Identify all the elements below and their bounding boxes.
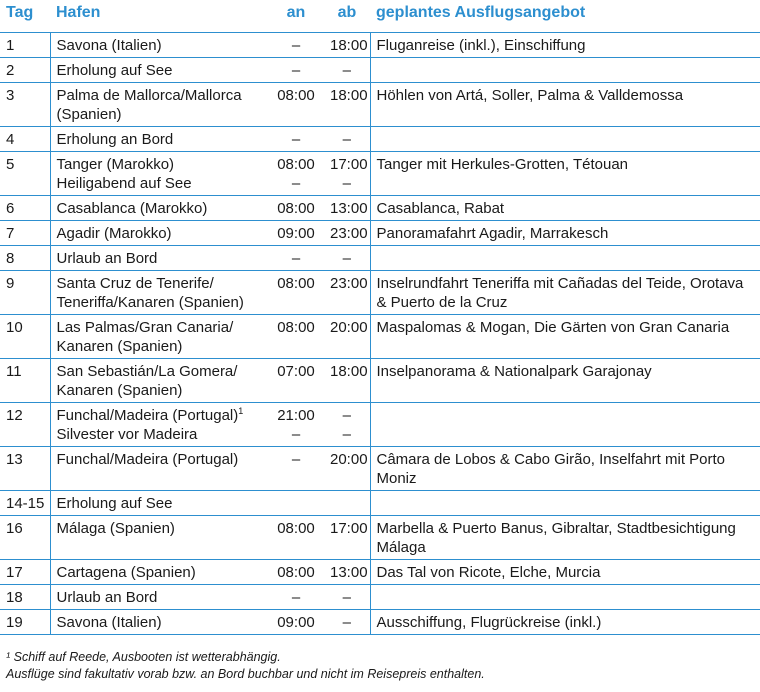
cell-ab xyxy=(324,559,370,584)
cell-ab xyxy=(324,32,370,57)
cell-ab xyxy=(324,57,370,82)
cell-ausflug: Fluganreise (inkl.), Einschiffung xyxy=(370,32,760,57)
table-row xyxy=(0,515,760,559)
cell-hafen xyxy=(50,559,268,584)
table-row xyxy=(0,609,760,634)
cell-ab-line xyxy=(330,588,364,607)
cell-an xyxy=(268,195,324,220)
cell-ab xyxy=(324,151,370,195)
cell-ab-text: 23:00 xyxy=(330,224,368,242)
cell-hafen xyxy=(50,220,268,245)
cell-hafen-line xyxy=(57,274,263,293)
cell-an-text: 08:00 xyxy=(277,86,315,104)
table-row xyxy=(0,584,760,609)
cell-hafen xyxy=(50,151,268,195)
cell-an-line xyxy=(274,130,318,149)
cell-an-text: – xyxy=(291,130,301,148)
cell-hafen-line xyxy=(57,61,263,80)
cell-an xyxy=(268,609,324,634)
cell-hafen xyxy=(50,446,268,490)
cell-an-line xyxy=(274,588,318,607)
cell-ausflug: Das Tal von Ricote, Elche, Murcia xyxy=(370,559,760,584)
cell-hafen-text: Cartagena (Spanien) xyxy=(56,563,196,581)
cell-ab-line xyxy=(330,274,368,293)
cell-hafen-line xyxy=(57,318,263,337)
cell-hafen xyxy=(50,314,268,358)
cell-an xyxy=(268,584,324,609)
table-row xyxy=(0,32,760,57)
cell-an-text: – xyxy=(291,588,301,606)
cell-ab-text: 20:00 xyxy=(330,318,368,336)
cell-ab xyxy=(324,314,370,358)
cell-an xyxy=(268,515,324,559)
cell-tag: 19 xyxy=(6,613,23,631)
cell-tag: 9 xyxy=(6,274,15,292)
cell-ab-text: – xyxy=(342,613,351,631)
cell-hafen-text: Erholung an Bord xyxy=(56,130,174,148)
cell-tag: 6 xyxy=(6,199,15,217)
cell-tag: 10 xyxy=(6,318,23,336)
cell-an-line xyxy=(274,362,318,381)
cell-an-text: 08:00 xyxy=(277,318,315,336)
cell-ab-line xyxy=(330,318,368,337)
cell-hafen-line xyxy=(57,613,263,632)
cell-ab xyxy=(324,195,370,220)
cell-ausflug: Maspalomas & Mogan, Die Gärten von Gran Canaria xyxy=(370,314,760,358)
cell-hafen-text: Savona (Italien) xyxy=(56,613,162,631)
cell-hafen-text: Erholung auf See xyxy=(56,494,173,512)
cell-an-line xyxy=(274,450,318,469)
cell-an-line xyxy=(274,318,318,337)
cell-hafen-text: Las Palmas/Gran Canaria/ xyxy=(56,318,234,336)
header-tag: Tag xyxy=(6,4,34,21)
cell-an xyxy=(268,490,324,515)
table-row xyxy=(0,151,760,195)
cell-ab-line xyxy=(330,406,364,425)
cell-ab-text: 13:00 xyxy=(330,199,368,217)
cell-an xyxy=(268,446,324,490)
cell-an-text: 21:00 xyxy=(277,406,315,424)
cell-an xyxy=(268,32,324,57)
table-row xyxy=(0,402,760,446)
footnote-1: ¹ Schiff auf Reede, Ausbooten ist wetterabhängig. xyxy=(6,650,281,664)
cell-an-text: – xyxy=(291,61,301,79)
cell-an-line xyxy=(274,61,318,80)
cell-ab-line xyxy=(330,86,368,105)
cell-ab-line xyxy=(330,249,364,268)
cell-hafen-text: Funchal/Madeira (Portugal) xyxy=(56,406,239,424)
cell-ab-text: 17:00 xyxy=(330,519,368,537)
cell-ab-line xyxy=(330,155,368,174)
table-body xyxy=(0,32,760,634)
cell-ausflug xyxy=(370,126,760,151)
cell-hafen-line xyxy=(57,224,263,243)
cell-ab-text: 20:00 xyxy=(330,450,368,468)
cell-ab xyxy=(324,490,370,515)
cell-hafen xyxy=(50,32,268,57)
table-row xyxy=(0,82,760,126)
cell-an-text: – xyxy=(291,36,301,54)
cell-hafen-line xyxy=(57,450,263,469)
cell-ausflug xyxy=(370,584,760,609)
cell-hafen xyxy=(50,515,268,559)
cell-tag: 13 xyxy=(6,450,23,468)
cell-hafen xyxy=(50,270,268,314)
table-row xyxy=(0,195,760,220)
cell-an-text: 09:00 xyxy=(277,224,315,242)
cell-hafen-text: Erholung auf See xyxy=(56,61,173,79)
cell-tag: 16 xyxy=(6,519,23,537)
cell-ab-line xyxy=(330,362,368,381)
cell-tag: 2 xyxy=(6,61,15,79)
cell-hafen-text: Santa Cruz de Tenerife/ xyxy=(56,274,214,292)
cell-ausflug: Panoramafahrt Agadir, Marrakesch xyxy=(370,220,760,245)
cell-hafen-line xyxy=(57,362,263,381)
cell-hafen-line xyxy=(57,293,263,312)
cell-hafen-text: Tanger (Marokko) xyxy=(56,155,175,173)
cell-ab xyxy=(324,126,370,151)
cell-an-line xyxy=(274,174,318,193)
cell-ab-line xyxy=(330,224,368,243)
cell-ab-text: 18:00 xyxy=(330,36,368,54)
cell-an-line xyxy=(274,224,318,243)
cell-ab-text: 18:00 xyxy=(330,86,368,104)
cell-an-line xyxy=(274,274,318,293)
cell-hafen xyxy=(50,82,268,126)
cell-ausflug xyxy=(370,245,760,270)
cell-hafen-line xyxy=(57,406,263,425)
cell-tag: 1 xyxy=(6,36,15,54)
cell-hafen-text: Heiligabend auf See xyxy=(56,174,192,192)
cell-ausflug xyxy=(370,57,760,82)
cell-an xyxy=(268,220,324,245)
cell-hafen-line xyxy=(57,494,263,513)
cell-hafen xyxy=(50,195,268,220)
cell-ab xyxy=(324,270,370,314)
table-row xyxy=(0,126,760,151)
cell-tag: 3 xyxy=(6,86,15,104)
cell-hafen-line xyxy=(57,249,263,268)
cell-ab-line xyxy=(330,450,368,469)
cell-ausflug xyxy=(370,490,760,515)
cell-an xyxy=(268,151,324,195)
cell-hafen-text: Funchal/Madeira (Portugal) xyxy=(56,450,239,468)
cell-hafen xyxy=(50,584,268,609)
cell-hafen-line xyxy=(57,199,263,218)
cell-ab-line xyxy=(330,36,368,55)
cell-ab xyxy=(324,82,370,126)
cell-hafen-text: Savona (Italien) xyxy=(56,36,162,54)
table-row xyxy=(0,446,760,490)
cell-hafen-text: San Sebastián/La Gomera/ xyxy=(56,362,238,380)
cell-ausflug: Inselpanorama & Nationalpark Garajonay xyxy=(370,358,760,402)
cell-ab-text: 18:00 xyxy=(330,362,368,380)
cell-hafen xyxy=(50,57,268,82)
cell-hafen-text: Urlaub an Bord xyxy=(56,588,158,606)
cell-ab-text: 23:00 xyxy=(330,274,368,292)
cell-ab-text: – xyxy=(342,174,351,192)
header-ausflug: geplantes Ausflugsangebot xyxy=(376,4,586,21)
cell-hafen-text: Málaga (Spanien) xyxy=(56,519,175,537)
cell-hafen-line xyxy=(57,86,263,105)
cell-an xyxy=(268,57,324,82)
cell-hafen-line xyxy=(57,337,263,356)
cell-ab-text: – xyxy=(342,61,351,79)
cell-hafen-line xyxy=(57,519,263,538)
cell-tag: 11 xyxy=(6,362,22,380)
cell-hafen xyxy=(50,609,268,634)
cell-an-text: 08:00 xyxy=(277,274,315,292)
cell-hafen-text: (Spanien) xyxy=(56,105,122,123)
cell-hafen-line xyxy=(57,563,263,582)
table-row xyxy=(0,57,760,82)
cell-an-text: 09:00 xyxy=(277,613,315,631)
cell-an xyxy=(268,358,324,402)
cell-an-line xyxy=(274,199,318,218)
cell-an-text: – xyxy=(291,174,301,192)
cell-tag: 17 xyxy=(6,563,23,581)
cell-an-line xyxy=(274,613,318,632)
cell-ab-line xyxy=(330,425,364,444)
cell-ab-text: – xyxy=(342,588,351,606)
cell-ab-line xyxy=(330,563,368,582)
cell-hafen-line xyxy=(57,174,263,193)
header-ab: ab xyxy=(337,4,357,21)
cell-an-line xyxy=(274,249,318,268)
header-hafen: Hafen xyxy=(56,4,101,21)
cell-an-line xyxy=(274,406,318,425)
cell-ab xyxy=(324,358,370,402)
cell-an-text: – xyxy=(291,450,301,468)
cell-tag: 14-15 xyxy=(6,494,45,512)
cell-hafen-line xyxy=(57,155,263,174)
cell-ab-text: – xyxy=(342,406,351,424)
cell-an-line xyxy=(274,425,318,444)
cell-hafen xyxy=(50,490,268,515)
cell-ausflug: Höhlen von Artá, Soller, Palma & Valldemossa xyxy=(370,82,760,126)
table-row xyxy=(0,358,760,402)
cell-ab xyxy=(324,609,370,634)
cell-tag: 7 xyxy=(6,224,15,242)
cell-ab-line xyxy=(330,174,364,193)
table-row xyxy=(0,559,760,584)
cell-ab-line xyxy=(330,61,364,80)
cell-hafen-line xyxy=(57,105,263,124)
header-an: an xyxy=(286,4,306,21)
cell-ausflug: Casablanca, Rabat xyxy=(370,195,760,220)
cell-hafen xyxy=(50,402,268,446)
cell-an-text: 08:00 xyxy=(277,199,315,217)
cell-hafen-line xyxy=(57,381,263,400)
table-row xyxy=(0,220,760,245)
cell-an-line xyxy=(274,155,318,174)
table-row xyxy=(0,490,760,515)
cell-ab-text: 13:00 xyxy=(330,563,368,581)
cell-hafen-line xyxy=(57,588,263,607)
cell-an-text: 08:00 xyxy=(277,155,315,173)
cell-an xyxy=(268,82,324,126)
cell-ab xyxy=(324,402,370,446)
cell-hafen-line xyxy=(57,425,263,444)
table-header-row xyxy=(0,0,760,32)
cell-ab xyxy=(324,584,370,609)
cell-ab-line xyxy=(330,130,364,149)
cell-hafen xyxy=(50,358,268,402)
cell-tag: 5 xyxy=(6,155,15,173)
cell-an-text: 07:00 xyxy=(277,362,315,380)
cell-hafen-text: Palma de Mallorca/Mallorca xyxy=(56,86,242,104)
cell-hafen-text: Teneriffa/Kanaren (Spanien) xyxy=(56,293,244,311)
cell-an-text: – xyxy=(291,425,301,443)
cell-hafen-text: Kanaren (Spanien) xyxy=(56,381,183,399)
cell-hafen-line xyxy=(57,36,263,55)
cell-ab-line xyxy=(330,519,368,538)
footnotes xyxy=(6,649,485,683)
cell-an xyxy=(268,314,324,358)
cell-an xyxy=(268,559,324,584)
cell-an xyxy=(268,245,324,270)
cell-ab-text: – xyxy=(342,130,351,148)
cell-hafen-line xyxy=(57,130,263,149)
cell-ab-text: – xyxy=(342,249,351,267)
cell-hafen-text: Silvester vor Madeira xyxy=(56,425,198,443)
cell-ausflug: Ausschiffung, Flugrückreise (inkl.) xyxy=(370,609,760,634)
cell-hafen-text: Urlaub an Bord xyxy=(56,249,158,267)
cell-ab xyxy=(324,515,370,559)
cell-ab-line xyxy=(330,613,364,632)
cell-tag: 18 xyxy=(6,588,23,606)
cell-hafen xyxy=(50,126,268,151)
cell-ausflug: Câmara de Lobos & Cabo Girão, Inselfahrt mit Porto Moniz xyxy=(370,446,760,490)
table-row xyxy=(0,245,760,270)
cell-ausflug: Marbella & Puerto Banus, Gibraltar, Stadtbesichtigung Málaga xyxy=(370,515,760,559)
cell-hafen xyxy=(50,245,268,270)
cell-an-line xyxy=(274,563,318,582)
cell-ab-text: – xyxy=(342,425,351,443)
cell-ausflug: Inselrundfahrt Teneriffa mit Cañadas del Teide, Orotava & Puerto de la Cruz xyxy=(370,270,760,314)
cell-tag: 8 xyxy=(6,249,15,267)
cell-tag: 4 xyxy=(6,130,15,148)
cell-hafen-text: Agadir (Marokko) xyxy=(56,224,172,242)
cell-hafen-text: Casablanca (Marokko) xyxy=(56,199,208,217)
cell-an-text: – xyxy=(291,249,301,267)
cell-ab xyxy=(324,446,370,490)
table-row xyxy=(0,314,760,358)
cell-ausflug xyxy=(370,402,760,446)
cell-ab-text: 17:00 xyxy=(330,155,368,173)
table-row xyxy=(0,270,760,314)
cell-ab xyxy=(324,220,370,245)
cell-ab-line xyxy=(330,199,368,218)
cell-an-line xyxy=(274,36,318,55)
cell-an xyxy=(268,270,324,314)
cell-ausflug: Tanger mit Herkules-Grotten, Tétouan xyxy=(370,151,760,195)
footnote-marker: 1 xyxy=(238,405,244,416)
cell-an xyxy=(268,402,324,446)
cell-hafen-text: Kanaren (Spanien) xyxy=(56,337,183,355)
cell-ab xyxy=(324,245,370,270)
cell-an-line xyxy=(274,86,318,105)
cell-an-line xyxy=(274,519,318,538)
footnote-2: Ausflüge sind fakultativ vorab bzw. an Bord buchbar und nicht im Reisepreis enthalten. xyxy=(6,667,485,681)
cell-an xyxy=(268,126,324,151)
cell-an-text: 08:00 xyxy=(277,563,315,581)
cell-tag: 12 xyxy=(6,406,23,424)
cell-an-text: 08:00 xyxy=(277,519,315,537)
